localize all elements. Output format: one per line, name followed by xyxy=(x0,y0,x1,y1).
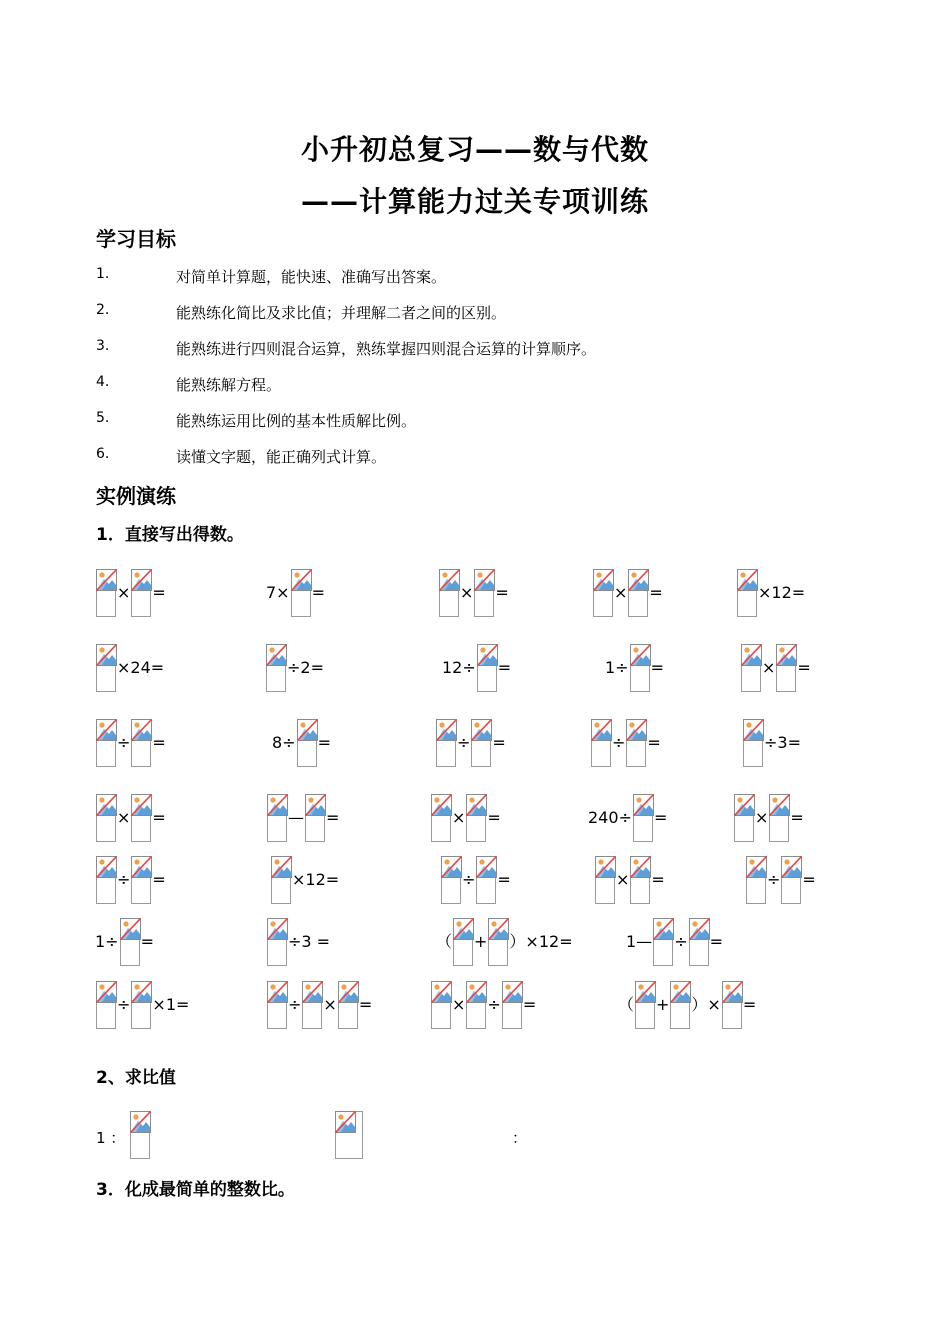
operator-text: = xyxy=(487,808,501,827)
operator-text: = xyxy=(497,658,512,677)
broken-image-icon xyxy=(630,644,651,666)
broken-image-icon xyxy=(96,856,117,878)
operator-text: × xyxy=(117,808,131,827)
operator-text: ×12= xyxy=(758,583,806,602)
operator-text: = xyxy=(797,658,811,677)
broken-image-icon xyxy=(746,856,767,878)
operator-text: + xyxy=(656,995,670,1014)
broken-image-icon xyxy=(628,569,649,591)
operator-text: × xyxy=(117,583,131,602)
fraction-image xyxy=(291,569,311,617)
broken-image-icon xyxy=(633,794,654,816)
objective-text: 能熟练进行四则混合运算，熟练掌握四则混合运算的计算顺序。 xyxy=(176,340,597,358)
operator-text: × xyxy=(460,583,474,602)
page-subtitle: ——计算能力过关专项训练 xyxy=(300,185,649,218)
broken-image-icon xyxy=(630,856,651,878)
exercise-expression xyxy=(265,643,324,693)
broken-image-icon xyxy=(453,918,474,940)
operator-text: ÷3 = xyxy=(288,932,331,951)
exercise-expression xyxy=(745,855,816,905)
operator-text: = xyxy=(647,733,661,752)
objective-item xyxy=(96,302,796,324)
fraction-image xyxy=(781,856,801,904)
exercise-expression xyxy=(95,917,154,967)
operator-text: = xyxy=(492,733,506,752)
operator-text: — xyxy=(288,808,304,827)
fraction-image xyxy=(436,719,456,767)
operator-text: × xyxy=(452,995,466,1014)
objective-number: 2. xyxy=(96,302,110,318)
broken-image-icon xyxy=(626,719,647,741)
q2-image-1 xyxy=(129,1111,151,1163)
objective-number: 1. xyxy=(96,266,110,282)
broken-image-icon xyxy=(769,794,790,816)
broken-image-icon xyxy=(267,918,288,940)
exercise-expression xyxy=(736,568,805,618)
broken-image-icon xyxy=(131,981,152,1003)
exercise-expression xyxy=(618,980,756,1030)
broken-image-icon xyxy=(441,856,462,878)
broken-image-icon xyxy=(466,794,487,816)
fraction-image xyxy=(131,719,151,767)
operator-text: ÷ xyxy=(117,733,131,752)
operator-text: （ xyxy=(618,995,635,1014)
fraction-image xyxy=(769,794,789,842)
broken-image-icon xyxy=(271,856,292,878)
exercise-expression xyxy=(440,855,511,905)
fraction-image xyxy=(96,719,116,767)
exercise-expression xyxy=(272,718,331,768)
fraction-image xyxy=(477,644,497,692)
operator-text: ÷ xyxy=(457,733,471,752)
exercise-expression xyxy=(266,980,372,1030)
exercise-expression xyxy=(95,855,166,905)
exercise-expression xyxy=(435,718,506,768)
broken-image-icon xyxy=(734,794,755,816)
fraction-image xyxy=(271,856,291,904)
operator-text: = xyxy=(152,808,166,827)
operator-text: 12÷ xyxy=(442,658,476,677)
fraction-image xyxy=(96,644,116,692)
broken-image-icon xyxy=(131,719,152,741)
fraction-image xyxy=(266,644,286,692)
exercise-expression xyxy=(438,568,509,618)
operator-text: × xyxy=(762,658,776,677)
broken-image-icon xyxy=(477,644,498,666)
fraction-image xyxy=(267,918,287,966)
broken-image-icon xyxy=(741,644,762,666)
fraction-image xyxy=(96,981,116,1029)
objective-item xyxy=(96,410,796,432)
fraction-image xyxy=(453,918,473,966)
exercise-expression xyxy=(266,568,325,618)
operator-text: = xyxy=(651,870,665,889)
fraction-image xyxy=(670,981,690,1029)
exercise-expression xyxy=(430,793,501,843)
operator-text: ÷3= xyxy=(764,733,801,752)
objectives-heading: 学习目标 xyxy=(96,227,176,251)
objective-item xyxy=(96,338,796,360)
fraction-image xyxy=(628,569,648,617)
fraction-image xyxy=(131,569,151,617)
operator-text: 1÷ xyxy=(95,932,119,951)
operator-text: ×24= xyxy=(117,658,165,677)
broken-image-icon xyxy=(593,569,614,591)
broken-image-icon xyxy=(488,918,509,940)
exercise-expression xyxy=(266,793,339,843)
operator-text: = xyxy=(653,808,668,827)
operator-text: = xyxy=(649,583,663,602)
exercise-expression xyxy=(95,793,166,843)
objective-text: 能熟练化简比及求比值；并理解二者之间的区别。 xyxy=(176,304,507,322)
exercise-expression xyxy=(430,980,536,1030)
operator-text: = xyxy=(358,995,373,1014)
fraction-image xyxy=(488,918,508,966)
operator-text: = xyxy=(140,932,154,951)
fraction-image xyxy=(96,856,116,904)
operator-text: 1— xyxy=(626,932,653,951)
objective-text: 能熟练运用比例的基本性质解比例。 xyxy=(176,412,417,430)
operator-text: ÷2= xyxy=(287,658,324,677)
operator-text: ÷ xyxy=(767,870,781,889)
broken-image-icon xyxy=(722,981,743,1003)
broken-image-icon xyxy=(291,569,312,591)
operator-text: = xyxy=(742,995,757,1014)
exercise-expression xyxy=(605,643,664,693)
operator-text: ）× xyxy=(691,995,721,1014)
broken-image-icon xyxy=(120,918,141,940)
operator-text: × xyxy=(452,808,466,827)
broken-image-icon xyxy=(305,794,326,816)
fraction-image xyxy=(431,794,451,842)
fraction-image xyxy=(734,794,754,842)
broken-image-icon xyxy=(476,856,497,878)
q2-image-2 xyxy=(334,1111,364,1163)
broken-image-icon xyxy=(96,719,117,741)
fraction-image xyxy=(776,644,796,692)
broken-image-icon xyxy=(96,569,117,591)
examples-heading: 实例演练 xyxy=(96,484,176,508)
broken-image-icon xyxy=(776,644,797,666)
fraction-image xyxy=(441,856,461,904)
operator-text: = xyxy=(152,870,166,889)
operator-text: = xyxy=(311,583,325,602)
operator-text: ÷ xyxy=(612,733,626,752)
fraction-image xyxy=(595,856,615,904)
operator-text: = xyxy=(152,583,166,602)
fraction-image xyxy=(689,918,709,966)
broken-image-icon xyxy=(96,644,117,666)
fraction-image xyxy=(593,569,613,617)
broken-image-icon xyxy=(267,981,288,1003)
broken-image-icon xyxy=(130,1111,150,1159)
broken-image-icon xyxy=(743,719,764,741)
broken-image-icon xyxy=(335,1111,356,1133)
objective-number: 5. xyxy=(96,410,110,426)
objective-text: 读懂文字题，能正确列式计算。 xyxy=(176,448,387,466)
fraction-image xyxy=(626,719,646,767)
fraction-image xyxy=(722,981,742,1029)
broken-image-icon xyxy=(689,918,710,940)
fraction-image xyxy=(476,856,496,904)
fraction-image xyxy=(653,918,673,966)
operator-text: （ xyxy=(436,932,453,951)
broken-image-icon xyxy=(131,569,152,591)
exercise-expression xyxy=(95,980,189,1030)
operator-text: 7× xyxy=(266,583,290,602)
fraction-image xyxy=(120,918,140,966)
fraction-image xyxy=(96,569,116,617)
operator-text: ÷ xyxy=(674,932,688,951)
exercise-expression xyxy=(436,917,573,967)
fraction-image xyxy=(746,856,766,904)
exercise-expression xyxy=(733,793,804,843)
broken-image-icon xyxy=(653,918,674,940)
fraction-image xyxy=(502,981,522,1029)
broken-image-icon xyxy=(466,981,487,1003)
fraction-image xyxy=(741,644,761,692)
fraction-image xyxy=(466,981,486,1029)
fraction-image xyxy=(439,569,459,617)
fraction-image xyxy=(431,981,451,1029)
broken-image-icon xyxy=(595,856,616,878)
operator-text: = xyxy=(790,808,804,827)
broken-image-icon xyxy=(781,856,802,878)
broken-image-icon xyxy=(737,569,758,591)
exercise-expression xyxy=(266,917,330,967)
operator-text: = xyxy=(497,870,511,889)
broken-image-icon xyxy=(267,794,288,816)
operator-text: = xyxy=(802,870,816,889)
operator-text: ÷ xyxy=(117,870,131,889)
fraction-image xyxy=(743,719,763,767)
broken-image-icon xyxy=(635,981,656,1003)
broken-image-icon xyxy=(670,981,691,1003)
broken-image-icon xyxy=(338,981,359,1003)
broken-image-icon xyxy=(131,856,152,878)
exercise-expression xyxy=(590,718,661,768)
broken-image-icon xyxy=(302,981,323,1003)
fraction-image xyxy=(633,794,653,842)
broken-image-icon xyxy=(439,569,460,591)
broken-image-icon xyxy=(436,719,457,741)
broken-image-icon xyxy=(591,719,612,741)
objective-item xyxy=(96,446,796,468)
q2-heading: 2、求比值 xyxy=(96,1068,176,1088)
operator-text: ÷ xyxy=(487,995,501,1014)
exercise-expression xyxy=(588,793,667,843)
operator-text: × xyxy=(616,870,630,889)
operator-text: × xyxy=(614,583,628,602)
fraction-image xyxy=(737,569,757,617)
broken-image-icon xyxy=(297,719,318,741)
q2-ratio-colon: ： xyxy=(512,1129,528,1147)
broken-image-icon xyxy=(266,644,287,666)
fraction-image xyxy=(338,981,358,1029)
q1-heading: 1．直接写出得数。 xyxy=(96,525,244,545)
operator-text: = xyxy=(317,733,331,752)
fraction-image xyxy=(131,981,151,1029)
operator-text: = xyxy=(495,583,509,602)
broken-image-icon xyxy=(96,981,117,1003)
operator-text: 1÷ xyxy=(605,658,629,677)
fraction-image xyxy=(267,794,287,842)
exercise-expression xyxy=(442,643,511,693)
operator-text: = xyxy=(650,658,664,677)
operator-text: ×12= xyxy=(292,870,340,889)
broken-image-icon xyxy=(471,719,492,741)
fraction-image xyxy=(267,981,287,1029)
fraction-image xyxy=(466,794,486,842)
exercise-expression xyxy=(740,643,811,693)
objective-number: 4. xyxy=(96,374,110,390)
operator-text: + xyxy=(474,932,488,951)
operator-text: ）×12= xyxy=(509,932,573,951)
fraction-image xyxy=(305,794,325,842)
operator-text: × xyxy=(323,995,337,1014)
fraction-image xyxy=(630,856,650,904)
exercise-expression xyxy=(626,917,723,967)
exercise-expression xyxy=(270,855,339,905)
objective-item xyxy=(96,266,796,288)
fraction-image xyxy=(131,794,151,842)
operator-text: ×1= xyxy=(152,995,190,1014)
broken-image-icon xyxy=(335,1111,363,1159)
broken-image-icon xyxy=(130,1111,151,1133)
broken-image-icon xyxy=(474,569,495,591)
exercise-expression xyxy=(594,855,665,905)
objective-text: 能熟练解方程。 xyxy=(176,376,282,394)
objective-number: 3. xyxy=(96,338,110,354)
fraction-image xyxy=(96,794,116,842)
exercise-expression xyxy=(95,568,166,618)
fraction-image xyxy=(630,644,650,692)
operator-text: 240÷ xyxy=(588,808,632,827)
fraction-image xyxy=(635,981,655,1029)
exercise-expression xyxy=(95,718,166,768)
operator-text: = xyxy=(152,733,166,752)
broken-image-icon xyxy=(502,981,523,1003)
operator-text: = xyxy=(326,808,340,827)
broken-image-icon xyxy=(96,794,117,816)
exercise-expression xyxy=(742,718,801,768)
broken-image-icon xyxy=(431,794,452,816)
objective-text: 对简单计算题，能快速、准确写出答案。 xyxy=(176,268,447,286)
exercise-expression xyxy=(95,643,164,693)
fraction-image xyxy=(297,719,317,767)
fraction-image xyxy=(474,569,494,617)
operator-text: ÷ xyxy=(462,870,476,889)
fraction-image xyxy=(131,856,151,904)
fraction-image xyxy=(591,719,611,767)
q3-heading: 3．化成最简单的整数比。 xyxy=(96,1180,295,1200)
exercise-expression xyxy=(592,568,663,618)
broken-image-icon xyxy=(131,794,152,816)
broken-image-icon xyxy=(431,981,452,1003)
operator-text: 8÷ xyxy=(272,733,296,752)
page-title: 小升初总复习——数与代数 xyxy=(300,133,649,166)
q2-ratio-prefix: 1 ： xyxy=(96,1129,126,1147)
operator-text: ÷ xyxy=(288,995,302,1014)
operator-text: = xyxy=(709,932,723,951)
objective-item xyxy=(96,374,796,396)
objective-number: 6. xyxy=(96,446,110,462)
operator-text: = xyxy=(522,995,537,1014)
operator-text: ÷ xyxy=(117,995,131,1014)
fraction-image xyxy=(471,719,491,767)
fraction-image xyxy=(302,981,322,1029)
operator-text: × xyxy=(755,808,769,827)
